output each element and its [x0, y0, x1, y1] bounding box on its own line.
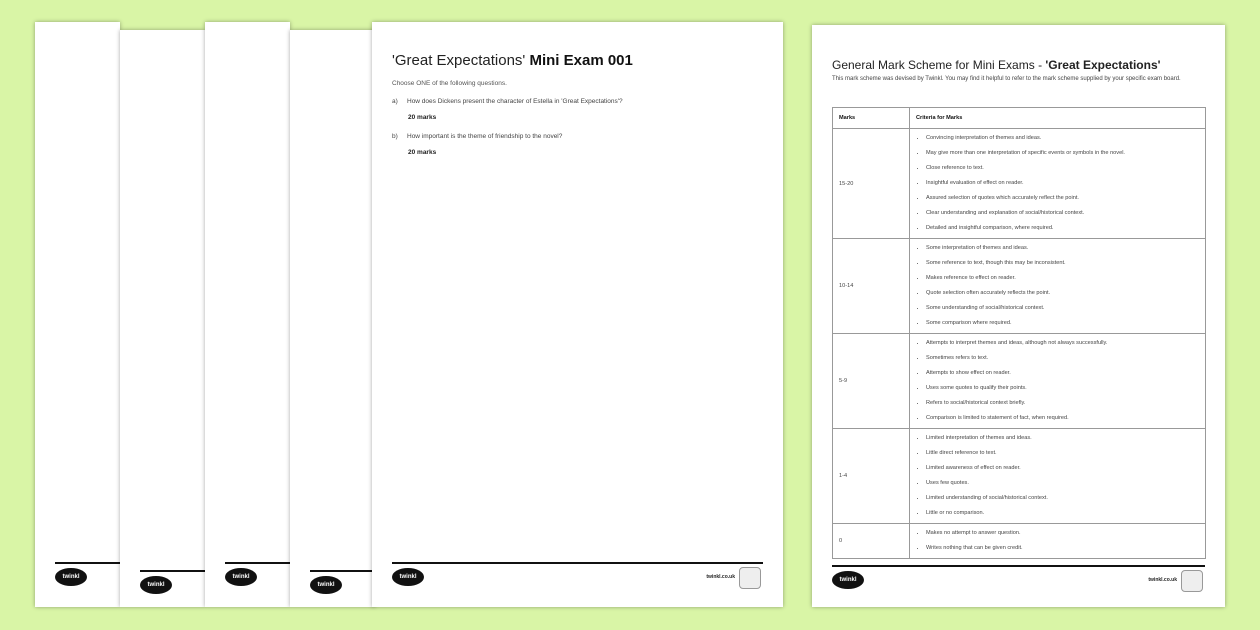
- criterion: • Attempts to show effect on reader.: [926, 366, 1199, 381]
- criterion: • Makes no attempt to answer question.: [926, 526, 1199, 541]
- exam-page-behind: [120, 30, 205, 607]
- criterion: • Limited understanding of social/historical context.: [926, 491, 1199, 506]
- criteria-cell: [910, 429, 1206, 524]
- criterion: • Quote selection often accurately reflects the point.: [926, 286, 1199, 301]
- footer-line: [392, 562, 763, 564]
- twinkl-logo: twinkl: [392, 568, 424, 586]
- twinkl-logo: twinkl: [225, 568, 257, 586]
- criterion: • Limited interpretation of themes and ideas.: [926, 431, 1199, 446]
- exam-instruction: Choose ONE of the following questions.: [392, 80, 507, 87]
- footer-url: twinkl.co.uk: [706, 574, 735, 580]
- criterion: • Some understanding of social/historical context.: [926, 301, 1199, 316]
- twinkl-logo: twinkl: [310, 576, 342, 594]
- mark-scheme-title: General Mark Scheme for Mini Exams - 'Great Expectations': [832, 58, 1161, 72]
- marks-cell: 5-9: [833, 334, 910, 429]
- exam-title: 'Great Expectations' Mini Exam 001: [392, 52, 633, 69]
- table-row: [833, 524, 1206, 559]
- twinkl-logo: twinkl: [140, 576, 172, 594]
- badge-icon: [739, 567, 761, 589]
- criterion: • Attempts to interpret themes and ideas, although not always successfully.: [926, 336, 1199, 351]
- table-row: [833, 334, 1206, 429]
- criterion: • Comparison is limited to statement of fact, when required.: [926, 411, 1199, 426]
- twinkl-logo: twinkl: [55, 568, 87, 586]
- table-row: [833, 429, 1206, 524]
- exam-page-behind: [290, 30, 375, 607]
- criterion: • Sometimes refers to text.: [926, 351, 1199, 366]
- header-criteria: Criteria for Marks: [910, 108, 1206, 129]
- marks-cell: 15-20: [833, 129, 910, 239]
- criterion: • Refers to social/historical context briefly.: [926, 396, 1199, 411]
- footer-line: [832, 565, 1205, 567]
- criterion: • Little direct reference to text.: [926, 446, 1199, 461]
- exam-page-behind: [35, 22, 120, 607]
- criterion: • Clear understanding and explanation of social/historical context.: [926, 206, 1199, 221]
- footer-line: [55, 562, 120, 564]
- table-row: [833, 239, 1206, 334]
- criteria-cell: [910, 129, 1206, 239]
- badge-icon: [1181, 570, 1203, 592]
- table-row: [833, 129, 1206, 239]
- criterion: • Some reference to text, though this may be inconsistent.: [926, 256, 1199, 271]
- footer-url: twinkl.co.uk: [1148, 577, 1177, 583]
- marks-cell: 0: [833, 524, 910, 559]
- criterion: • Little or no comparison.: [926, 506, 1199, 521]
- question: a) How does Dickens present the character of Estella in 'Great Expectations'?: [392, 98, 623, 105]
- criterion: • Limited awareness of effect on reader.: [926, 461, 1199, 476]
- criterion: • Some comparison where required.: [926, 316, 1199, 331]
- criterion: • Convincing interpretation of themes and ideas.: [926, 131, 1199, 146]
- marks-cell: 1-4: [833, 429, 910, 524]
- mark-scheme-page: [812, 25, 1225, 607]
- footer-line: [310, 570, 375, 572]
- footer-line: [140, 570, 205, 572]
- exam-page-behind: [205, 22, 290, 607]
- header-marks: Marks: [833, 108, 910, 129]
- criterion: • Uses some quotes to qualify their points.: [926, 381, 1199, 396]
- marks-cell: 10-14: [833, 239, 910, 334]
- criterion: • Writes nothing that can be given credit.: [926, 541, 1199, 556]
- question: b) How important is the theme of friendship to the novel?: [392, 133, 563, 140]
- criteria-cell: [910, 239, 1206, 334]
- question-marks: 20 marks: [408, 114, 437, 121]
- criterion: • Some interpretation of themes and ideas.: [926, 241, 1199, 256]
- criterion: • Insightful evaluation of effect on reader.: [926, 176, 1199, 191]
- criterion: • May give more than one interpretation of specific events or symbols in the novel.: [926, 146, 1199, 161]
- criteria-cell: [910, 334, 1206, 429]
- criterion: • Detailed and insightful comparison, where required.: [926, 221, 1199, 236]
- twinkl-logo: twinkl: [832, 571, 864, 589]
- exam-page: [372, 22, 783, 607]
- criterion: • Makes reference to effect on reader.: [926, 271, 1199, 286]
- criteria-cell: [910, 524, 1206, 559]
- mark-scheme-table: [832, 107, 1206, 559]
- criterion: • Close reference to text.: [926, 161, 1199, 176]
- question-marks: 20 marks: [408, 149, 437, 156]
- mark-scheme-subtitle: This mark scheme was devised by Twinkl. You may find it helpful to refer to the mark scheme supplied by your specific exam board.: [832, 76, 1181, 82]
- criterion: • Uses few quotes.: [926, 476, 1199, 491]
- criterion: • Assured selection of quotes which accurately reflect the point.: [926, 191, 1199, 206]
- footer-line: [225, 562, 290, 564]
